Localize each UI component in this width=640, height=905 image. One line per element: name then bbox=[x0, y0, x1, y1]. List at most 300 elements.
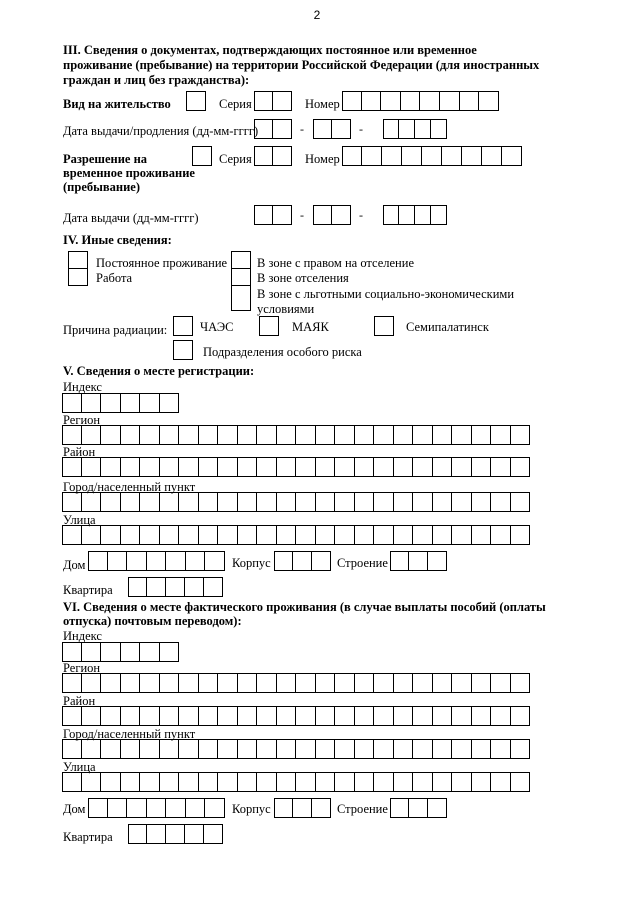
char-cell[interactable] bbox=[491, 739, 511, 759]
char-cell[interactable] bbox=[160, 393, 180, 413]
fact-city-input[interactable] bbox=[62, 739, 530, 759]
char-cell[interactable] bbox=[452, 739, 472, 759]
char-cell[interactable] bbox=[452, 492, 472, 512]
char-cell[interactable] bbox=[312, 798, 331, 818]
char-cell[interactable] bbox=[238, 772, 258, 792]
char-cell[interactable] bbox=[440, 91, 460, 111]
char-cell[interactable] bbox=[472, 525, 492, 545]
char-cell[interactable] bbox=[296, 457, 316, 477]
char-cell[interactable] bbox=[199, 673, 219, 693]
char-cell[interactable] bbox=[316, 739, 336, 759]
char-cell[interactable] bbox=[238, 525, 258, 545]
char-cell[interactable] bbox=[313, 119, 332, 139]
char-cell[interactable] bbox=[166, 798, 186, 818]
char-cell[interactable] bbox=[316, 425, 336, 445]
char-cell[interactable] bbox=[355, 492, 375, 512]
char-cell[interactable] bbox=[413, 772, 433, 792]
char-cell[interactable] bbox=[273, 119, 292, 139]
char-cell[interactable] bbox=[199, 739, 219, 759]
char-cell[interactable] bbox=[394, 457, 414, 477]
char-cell[interactable] bbox=[62, 706, 82, 726]
char-cell[interactable] bbox=[335, 706, 355, 726]
char-cell[interactable] bbox=[296, 706, 316, 726]
char-cell[interactable] bbox=[491, 706, 511, 726]
char-cell[interactable] bbox=[62, 642, 82, 662]
char-cell[interactable] bbox=[335, 425, 355, 445]
char-cell[interactable] bbox=[374, 492, 394, 512]
char-cell[interactable] bbox=[254, 91, 273, 111]
char-cell[interactable] bbox=[511, 457, 531, 477]
char-cell[interactable] bbox=[511, 525, 531, 545]
char-cell[interactable] bbox=[62, 457, 82, 477]
fact-index-input[interactable] bbox=[62, 642, 179, 662]
char-cell[interactable] bbox=[316, 706, 336, 726]
char-cell[interactable] bbox=[199, 425, 219, 445]
char-cell[interactable] bbox=[199, 525, 219, 545]
char-cell[interactable] bbox=[179, 673, 199, 693]
char-cell[interactable] bbox=[62, 492, 82, 512]
char-cell[interactable] bbox=[82, 772, 102, 792]
char-cell[interactable] bbox=[160, 673, 180, 693]
char-cell[interactable] bbox=[62, 525, 82, 545]
char-cell[interactable] bbox=[179, 706, 199, 726]
char-cell[interactable] bbox=[452, 706, 472, 726]
char-cell[interactable] bbox=[101, 492, 121, 512]
char-cell[interactable] bbox=[218, 739, 238, 759]
permanent-checkbox[interactable] bbox=[68, 251, 88, 269]
char-cell[interactable] bbox=[431, 205, 447, 225]
temp-number-input[interactable] bbox=[342, 146, 522, 166]
char-cell[interactable] bbox=[413, 739, 433, 759]
char-cell[interactable] bbox=[121, 673, 141, 693]
char-cell[interactable] bbox=[296, 425, 316, 445]
reg-region-input[interactable] bbox=[62, 425, 530, 445]
char-cell[interactable] bbox=[82, 525, 102, 545]
char-cell[interactable] bbox=[472, 706, 492, 726]
char-cell[interactable] bbox=[491, 772, 511, 792]
char-cell[interactable] bbox=[257, 492, 277, 512]
residence-year-input[interactable] bbox=[383, 119, 447, 139]
char-cell[interactable] bbox=[179, 492, 199, 512]
fact-building-input[interactable] bbox=[274, 798, 331, 818]
char-cell[interactable] bbox=[472, 425, 492, 445]
char-cell[interactable] bbox=[166, 824, 185, 844]
char-cell[interactable] bbox=[362, 146, 382, 166]
char-cell[interactable] bbox=[101, 457, 121, 477]
char-cell[interactable] bbox=[296, 673, 316, 693]
char-cell[interactable] bbox=[199, 706, 219, 726]
char-cell[interactable] bbox=[399, 119, 415, 139]
char-cell[interactable] bbox=[312, 551, 331, 571]
fact-apartment-input[interactable] bbox=[128, 824, 223, 844]
char-cell[interactable] bbox=[82, 393, 102, 413]
char-cell[interactable] bbox=[121, 457, 141, 477]
residence-month-input[interactable] bbox=[313, 119, 351, 139]
char-cell[interactable] bbox=[205, 798, 225, 818]
char-cell[interactable] bbox=[179, 739, 199, 759]
char-cell[interactable] bbox=[62, 673, 82, 693]
char-cell[interactable] bbox=[482, 146, 502, 166]
char-cell[interactable] bbox=[273, 91, 292, 111]
char-cell[interactable] bbox=[218, 673, 238, 693]
char-cell[interactable] bbox=[62, 393, 82, 413]
char-cell[interactable] bbox=[413, 457, 433, 477]
char-cell[interactable] bbox=[428, 551, 447, 571]
char-cell[interactable] bbox=[179, 772, 199, 792]
char-cell[interactable] bbox=[460, 91, 480, 111]
char-cell[interactable] bbox=[394, 525, 414, 545]
char-cell[interactable] bbox=[472, 457, 492, 477]
char-cell[interactable] bbox=[160, 425, 180, 445]
fact-district-input[interactable] bbox=[62, 706, 530, 726]
char-cell[interactable] bbox=[257, 425, 277, 445]
char-cell[interactable] bbox=[433, 457, 453, 477]
char-cell[interactable] bbox=[472, 492, 492, 512]
char-cell[interactable] bbox=[238, 739, 258, 759]
char-cell[interactable] bbox=[394, 425, 414, 445]
char-cell[interactable] bbox=[147, 577, 166, 597]
zone-resettle-right-checkbox[interactable] bbox=[231, 251, 251, 269]
char-cell[interactable] bbox=[511, 673, 531, 693]
zone-resettle-checkbox[interactable] bbox=[231, 268, 251, 286]
char-cell[interactable] bbox=[355, 425, 375, 445]
reg-apartment-input[interactable] bbox=[128, 577, 223, 597]
char-cell[interactable] bbox=[82, 492, 102, 512]
char-cell[interactable] bbox=[121, 642, 141, 662]
char-cell[interactable] bbox=[394, 706, 414, 726]
char-cell[interactable] bbox=[382, 146, 402, 166]
char-cell[interactable] bbox=[257, 706, 277, 726]
char-cell[interactable] bbox=[101, 393, 121, 413]
char-cell[interactable] bbox=[277, 772, 297, 792]
char-cell[interactable] bbox=[160, 492, 180, 512]
char-cell[interactable] bbox=[383, 205, 399, 225]
char-cell[interactable] bbox=[160, 772, 180, 792]
char-cell[interactable] bbox=[121, 492, 141, 512]
char-cell[interactable] bbox=[186, 798, 206, 818]
char-cell[interactable] bbox=[62, 425, 82, 445]
char-cell[interactable] bbox=[101, 772, 121, 792]
char-cell[interactable] bbox=[335, 772, 355, 792]
char-cell[interactable] bbox=[462, 146, 482, 166]
char-cell[interactable] bbox=[82, 739, 102, 759]
char-cell[interactable] bbox=[335, 492, 355, 512]
char-cell[interactable] bbox=[316, 492, 336, 512]
char-cell[interactable] bbox=[257, 772, 277, 792]
char-cell[interactable] bbox=[254, 205, 273, 225]
char-cell[interactable] bbox=[402, 146, 422, 166]
fact-house-input[interactable] bbox=[88, 798, 225, 818]
char-cell[interactable] bbox=[293, 551, 312, 571]
char-cell[interactable] bbox=[277, 739, 297, 759]
char-cell[interactable] bbox=[342, 91, 362, 111]
char-cell[interactable] bbox=[296, 739, 316, 759]
char-cell[interactable] bbox=[82, 673, 102, 693]
work-checkbox[interactable] bbox=[68, 268, 88, 286]
char-cell[interactable] bbox=[413, 492, 433, 512]
char-cell[interactable] bbox=[452, 772, 472, 792]
char-cell[interactable] bbox=[101, 706, 121, 726]
char-cell[interactable] bbox=[140, 425, 160, 445]
char-cell[interactable] bbox=[313, 205, 332, 225]
char-cell[interactable] bbox=[88, 798, 108, 818]
char-cell[interactable] bbox=[381, 91, 401, 111]
char-cell[interactable] bbox=[147, 798, 167, 818]
char-cell[interactable] bbox=[218, 425, 238, 445]
char-cell[interactable] bbox=[335, 739, 355, 759]
temp-series-input[interactable] bbox=[254, 146, 292, 166]
char-cell[interactable] bbox=[140, 642, 160, 662]
char-cell[interactable] bbox=[413, 425, 433, 445]
char-cell[interactable] bbox=[101, 673, 121, 693]
char-cell[interactable] bbox=[296, 772, 316, 792]
char-cell[interactable] bbox=[332, 119, 351, 139]
char-cell[interactable] bbox=[415, 119, 431, 139]
char-cell[interactable] bbox=[442, 146, 462, 166]
char-cell[interactable] bbox=[218, 525, 238, 545]
chaes-checkbox[interactable] bbox=[173, 316, 193, 336]
reg-house-input[interactable] bbox=[88, 551, 225, 571]
char-cell[interactable] bbox=[185, 824, 204, 844]
char-cell[interactable] bbox=[274, 551, 293, 571]
char-cell[interactable] bbox=[273, 205, 292, 225]
semipalatinsk-checkbox[interactable] bbox=[374, 316, 394, 336]
char-cell[interactable] bbox=[335, 457, 355, 477]
char-cell[interactable] bbox=[218, 706, 238, 726]
char-cell[interactable] bbox=[277, 492, 297, 512]
char-cell[interactable] bbox=[257, 673, 277, 693]
char-cell[interactable] bbox=[277, 673, 297, 693]
char-cell[interactable] bbox=[355, 673, 375, 693]
char-cell[interactable] bbox=[127, 798, 147, 818]
char-cell[interactable] bbox=[452, 673, 472, 693]
char-cell[interactable] bbox=[186, 551, 206, 571]
char-cell[interactable] bbox=[160, 457, 180, 477]
char-cell[interactable] bbox=[511, 772, 531, 792]
char-cell[interactable] bbox=[433, 772, 453, 792]
char-cell[interactable] bbox=[413, 673, 433, 693]
residence-permit-checkbox[interactable] bbox=[186, 91, 206, 111]
char-cell[interactable] bbox=[218, 772, 238, 792]
reg-index-input[interactable] bbox=[62, 393, 179, 413]
char-cell[interactable] bbox=[62, 739, 82, 759]
char-cell[interactable] bbox=[374, 673, 394, 693]
special-risk-checkbox[interactable] bbox=[173, 340, 193, 360]
char-cell[interactable] bbox=[160, 525, 180, 545]
char-cell[interactable] bbox=[257, 739, 277, 759]
char-cell[interactable] bbox=[277, 425, 297, 445]
char-cell[interactable] bbox=[335, 673, 355, 693]
char-cell[interactable] bbox=[374, 772, 394, 792]
char-cell[interactable] bbox=[140, 772, 160, 792]
char-cell[interactable] bbox=[238, 492, 258, 512]
char-cell[interactable] bbox=[218, 492, 238, 512]
char-cell[interactable] bbox=[511, 739, 531, 759]
char-cell[interactable] bbox=[238, 673, 258, 693]
char-cell[interactable] bbox=[472, 772, 492, 792]
char-cell[interactable] bbox=[82, 706, 102, 726]
char-cell[interactable] bbox=[502, 146, 522, 166]
char-cell[interactable] bbox=[409, 798, 428, 818]
char-cell[interactable] bbox=[479, 91, 499, 111]
char-cell[interactable] bbox=[428, 798, 447, 818]
char-cell[interactable] bbox=[316, 673, 336, 693]
char-cell[interactable] bbox=[218, 457, 238, 477]
char-cell[interactable] bbox=[390, 551, 409, 571]
char-cell[interactable] bbox=[332, 205, 351, 225]
char-cell[interactable] bbox=[147, 551, 167, 571]
char-cell[interactable] bbox=[374, 739, 394, 759]
char-cell[interactable] bbox=[293, 798, 312, 818]
reg-street-input[interactable] bbox=[62, 525, 530, 545]
char-cell[interactable] bbox=[433, 673, 453, 693]
char-cell[interactable] bbox=[342, 146, 362, 166]
char-cell[interactable] bbox=[383, 119, 399, 139]
char-cell[interactable] bbox=[472, 739, 492, 759]
char-cell[interactable] bbox=[179, 457, 199, 477]
char-cell[interactable] bbox=[335, 525, 355, 545]
char-cell[interactable] bbox=[128, 824, 147, 844]
char-cell[interactable] bbox=[121, 772, 141, 792]
char-cell[interactable] bbox=[433, 492, 453, 512]
char-cell[interactable] bbox=[355, 772, 375, 792]
char-cell[interactable] bbox=[491, 673, 511, 693]
reg-city-input[interactable] bbox=[62, 492, 530, 512]
char-cell[interactable] bbox=[62, 772, 82, 792]
char-cell[interactable] bbox=[355, 706, 375, 726]
char-cell[interactable] bbox=[491, 525, 511, 545]
char-cell[interactable] bbox=[415, 205, 431, 225]
residence-number-input[interactable] bbox=[342, 91, 499, 111]
char-cell[interactable] bbox=[401, 91, 421, 111]
char-cell[interactable] bbox=[394, 739, 414, 759]
char-cell[interactable] bbox=[390, 798, 409, 818]
char-cell[interactable] bbox=[257, 525, 277, 545]
char-cell[interactable] bbox=[166, 551, 186, 571]
char-cell[interactable] bbox=[127, 551, 147, 571]
char-cell[interactable] bbox=[160, 642, 180, 662]
char-cell[interactable] bbox=[273, 146, 292, 166]
char-cell[interactable] bbox=[355, 739, 375, 759]
char-cell[interactable] bbox=[413, 525, 433, 545]
char-cell[interactable] bbox=[147, 824, 166, 844]
char-cell[interactable] bbox=[254, 146, 273, 166]
char-cell[interactable] bbox=[420, 91, 440, 111]
char-cell[interactable] bbox=[140, 492, 160, 512]
char-cell[interactable] bbox=[452, 525, 472, 545]
char-cell[interactable] bbox=[257, 457, 277, 477]
char-cell[interactable] bbox=[374, 525, 394, 545]
char-cell[interactable] bbox=[491, 457, 511, 477]
char-cell[interactable] bbox=[101, 642, 121, 662]
char-cell[interactable] bbox=[121, 706, 141, 726]
char-cell[interactable] bbox=[296, 492, 316, 512]
char-cell[interactable] bbox=[431, 119, 447, 139]
char-cell[interactable] bbox=[409, 551, 428, 571]
fact-region-input[interactable] bbox=[62, 673, 530, 693]
char-cell[interactable] bbox=[433, 425, 453, 445]
char-cell[interactable] bbox=[140, 457, 160, 477]
residence-series-input[interactable] bbox=[254, 91, 292, 111]
char-cell[interactable] bbox=[511, 425, 531, 445]
char-cell[interactable] bbox=[355, 457, 375, 477]
char-cell[interactable] bbox=[140, 393, 160, 413]
char-cell[interactable] bbox=[128, 577, 147, 597]
reg-structure-input[interactable] bbox=[390, 551, 447, 571]
char-cell[interactable] bbox=[108, 798, 128, 818]
char-cell[interactable] bbox=[238, 457, 258, 477]
char-cell[interactable] bbox=[433, 525, 453, 545]
char-cell[interactable] bbox=[491, 425, 511, 445]
fact-structure-input[interactable] bbox=[390, 798, 447, 818]
char-cell[interactable] bbox=[374, 457, 394, 477]
char-cell[interactable] bbox=[185, 577, 204, 597]
char-cell[interactable] bbox=[199, 457, 219, 477]
char-cell[interactable] bbox=[452, 457, 472, 477]
reg-district-input[interactable] bbox=[62, 457, 530, 477]
char-cell[interactable] bbox=[82, 425, 102, 445]
char-cell[interactable] bbox=[160, 706, 180, 726]
char-cell[interactable] bbox=[433, 739, 453, 759]
temp-year-input[interactable] bbox=[383, 205, 447, 225]
char-cell[interactable] bbox=[101, 525, 121, 545]
char-cell[interactable] bbox=[160, 739, 180, 759]
temp-month-input[interactable] bbox=[313, 205, 351, 225]
char-cell[interactable] bbox=[140, 673, 160, 693]
char-cell[interactable] bbox=[413, 706, 433, 726]
char-cell[interactable] bbox=[316, 457, 336, 477]
char-cell[interactable] bbox=[140, 525, 160, 545]
char-cell[interactable] bbox=[108, 551, 128, 571]
char-cell[interactable] bbox=[374, 706, 394, 726]
char-cell[interactable] bbox=[204, 824, 223, 844]
char-cell[interactable] bbox=[204, 577, 223, 597]
char-cell[interactable] bbox=[121, 525, 141, 545]
char-cell[interactable] bbox=[472, 673, 492, 693]
char-cell[interactable] bbox=[422, 146, 442, 166]
char-cell[interactable] bbox=[433, 706, 453, 726]
char-cell[interactable] bbox=[121, 425, 141, 445]
char-cell[interactable] bbox=[491, 492, 511, 512]
char-cell[interactable] bbox=[88, 551, 108, 571]
char-cell[interactable] bbox=[374, 425, 394, 445]
char-cell[interactable] bbox=[179, 425, 199, 445]
char-cell[interactable] bbox=[179, 525, 199, 545]
char-cell[interactable] bbox=[394, 772, 414, 792]
char-cell[interactable] bbox=[82, 642, 102, 662]
char-cell[interactable] bbox=[316, 772, 336, 792]
char-cell[interactable] bbox=[511, 492, 531, 512]
char-cell[interactable] bbox=[121, 393, 141, 413]
char-cell[interactable] bbox=[277, 706, 297, 726]
temp-day-input[interactable] bbox=[254, 205, 292, 225]
char-cell[interactable] bbox=[394, 492, 414, 512]
reg-building-input[interactable] bbox=[274, 551, 331, 571]
fact-street-input[interactable] bbox=[62, 772, 530, 792]
char-cell[interactable] bbox=[140, 739, 160, 759]
temp-permit-checkbox[interactable] bbox=[192, 146, 212, 166]
char-cell[interactable] bbox=[254, 119, 273, 139]
char-cell[interactable] bbox=[199, 492, 219, 512]
char-cell[interactable] bbox=[199, 772, 219, 792]
char-cell[interactable] bbox=[355, 525, 375, 545]
char-cell[interactable] bbox=[399, 205, 415, 225]
mayak-checkbox[interactable] bbox=[259, 316, 279, 336]
char-cell[interactable] bbox=[205, 551, 225, 571]
residence-day-input[interactable] bbox=[254, 119, 292, 139]
char-cell[interactable] bbox=[316, 525, 336, 545]
char-cell[interactable] bbox=[296, 525, 316, 545]
